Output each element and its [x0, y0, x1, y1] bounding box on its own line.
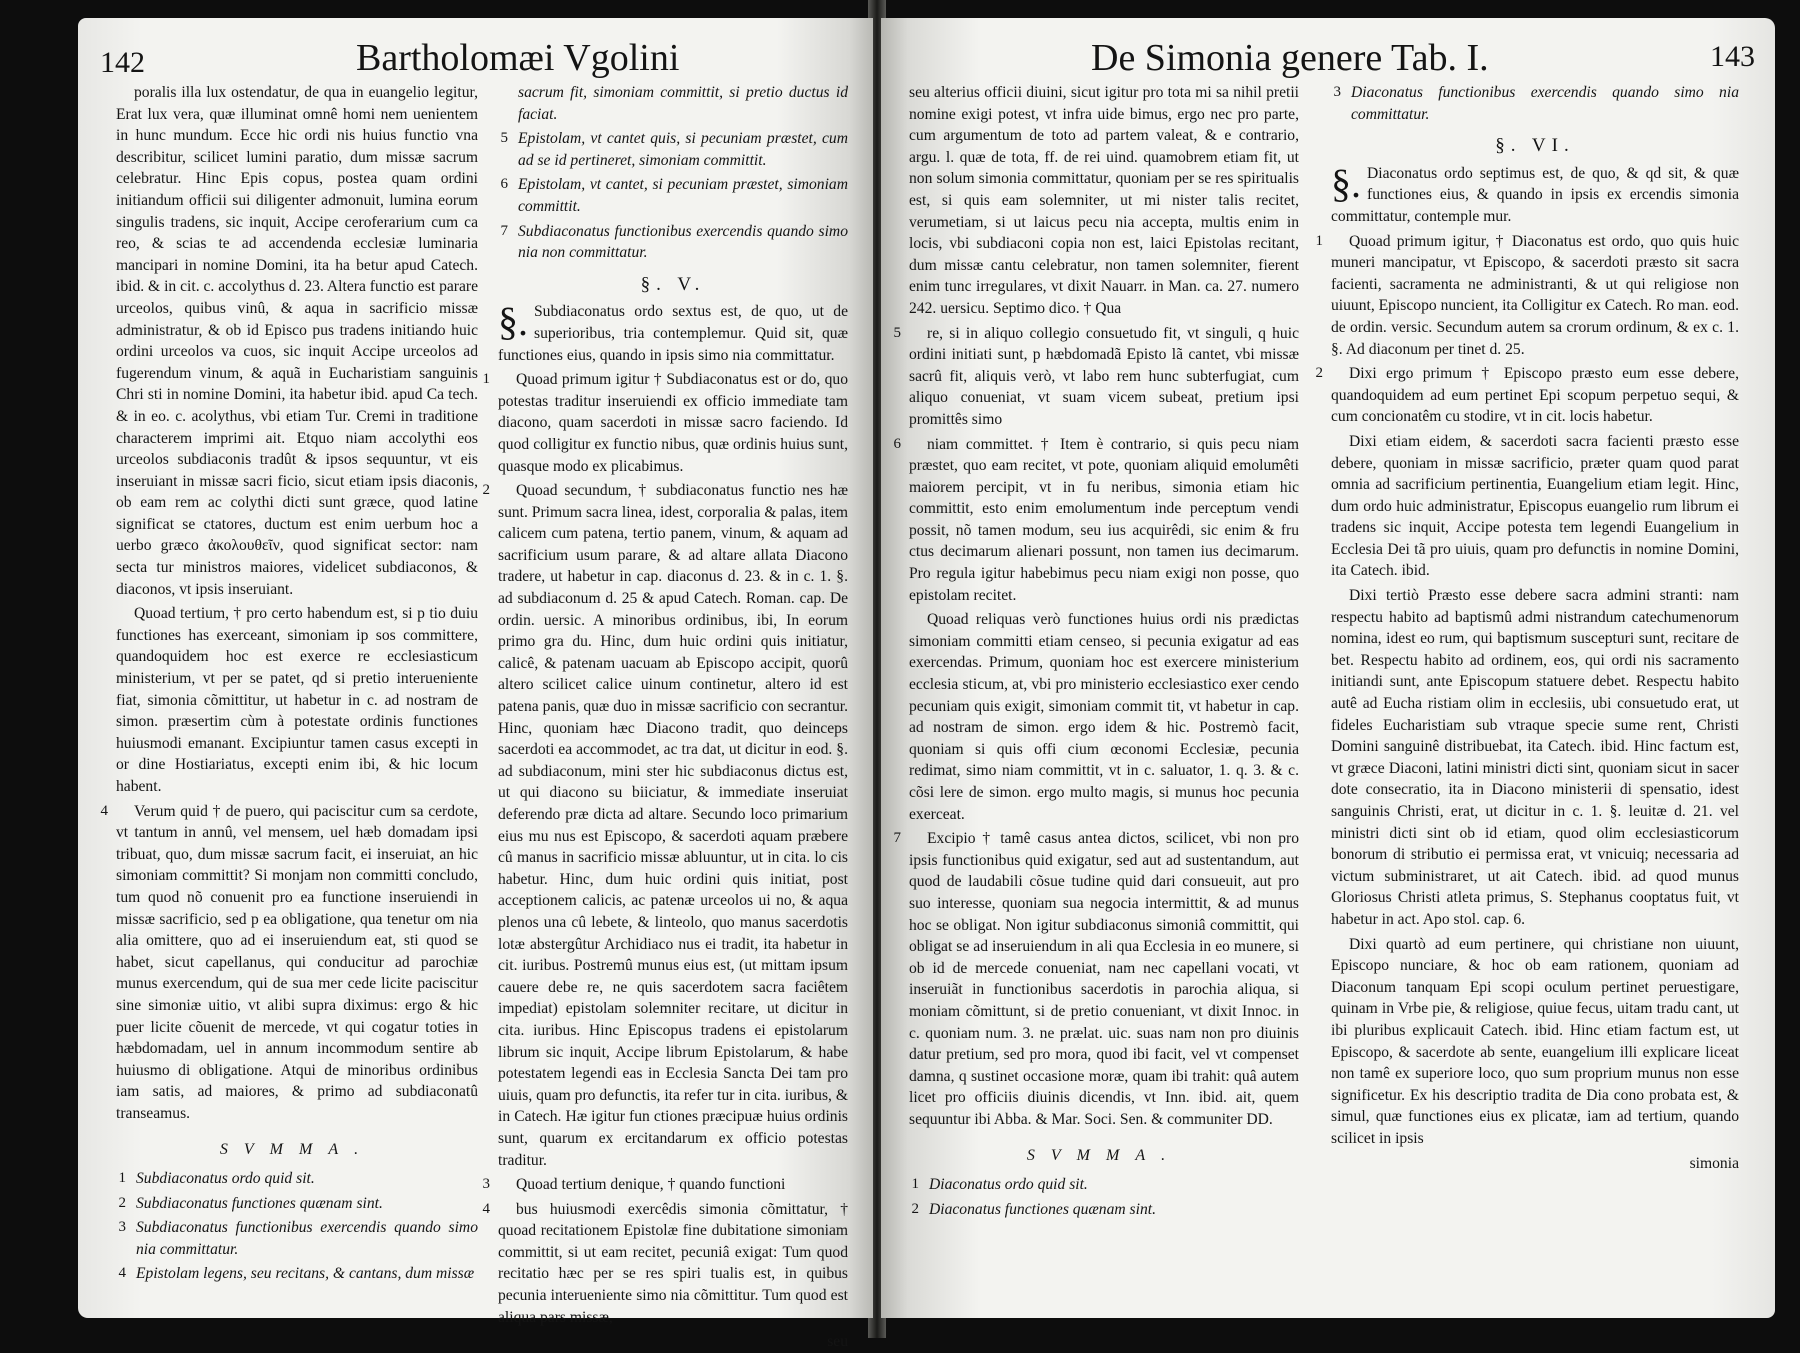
right-col-a-paragraphs [893, 82, 1299, 1131]
paragraph-text: seu alterius officii diuini, sicut igitur pro tota mi sa nihil pretii nomine exigi potest, vt infra uide bimus, ergo nec pro parte, cum argumentum de toto ad partem valeat, & e contrario, argu. l. quæ de tota, ff. de rei uind. quamobrem etiam fit, ut non solum simonia committatur, quoniam per se res spiritualis est, si quis eam solemniter, ut mi nister talis recitet, verumetiam, si ut laicus pecu nia accepta, multis enim in locis, vbi subdiaconi copia non est, laici Epistolas recitant, dum missæ cantu celebratur, non tamen solemniter, fierent enim tunc irregulares, vt dixit Nauarr. in Man. ca. 27. numero 242. uersicu. Septimo dico. † Qua [909, 84, 1299, 317]
left-folio: 142 [100, 46, 145, 79]
summa-item [498, 82, 848, 125]
summa-item [116, 1263, 478, 1285]
paragraph-text: Subdiaconatus ordo sextus est, de quo, ut de superioribus, tria contemplemur. Quid sit, quæ functiones eius, quando in ipsis simo nia committatur. [498, 303, 848, 364]
marginal-number: 4 [118, 1265, 126, 1282]
right-summa-heading: SVMMA. [1026, 1146, 1182, 1164]
paragraph-text: Quoad secundum, † subdiaconatus functio nes hæ sunt. Primum sacra linea, idest, corporalia & palas, item calicem cum patena, tertio panem, vinum, & aquam ad sacrificium usum parare, & ad altare allata Diacono tradere, ut habetur in cap. diaconus d. 23. & in c. 1. §. ad subdiaconum d. 25 & apud Catech. Roman. cap. De ordin. uersic. A minoribus ordinibus, ibi, In eorum primo gra du. Hinc, dum huic ordini quis initiatur, calicê, & patenam uacuam ab Episcopo accipit, quorû altero scilicet calice uinum continetur, altero id est patena panis, quæ duo in missæ sacrificio con secrantur. Hinc, quoniam hæc Diacono tradit, quo deinceps sacerdoti ea accommodet, ac tra dat, ut dicitur in eod. §. ad subdiaconum, mini ster hic subdiaconus dictus est, ut qui diacono su biiciatur, & immediate inseruiat deferendo præ dicta ad altare. Secundo loco primarium eius mu nus est Episcopo, & sacerdoti aquam præbere cû manus in sacrificio missæ abluuntur, ut in cita. lo cis habetur. Hinc, dum huic ordini quis initiat, post acceptionem calicis, ac patenæ urceolos ui no, & aqua plenos una cû lebete, & linteolo, quo manus sacerdotis lotæ abstergûtur Archidiaco nus ei tradit, ita habetur in cit. iuribus. Postremû munus eius est, (ut mittam ipsum cauere debe re, ne quis sacerdotem sacra faciêtem impediat) epistolam solemniter recitare, ut dicitur in cita. iuribus. Hinc Episcopus tradens ei epistolarum librum sic inquit, Accipe librum Epistolarum, & habe potestatem legendi eas in Ecclesia Sancta Dei tam pro uiuis, quam pro defunctis, ita refer tur in cita. iuribus, & in Catech. Hæ igitur fun ctiones præcipuæ huius ordinis sunt, quarum ex ercitandarum ex officio potestas traditur. [498, 482, 848, 1169]
right-summa-list [909, 1174, 1299, 1220]
summa-item [498, 221, 848, 264]
marginal-number: 1 [911, 1176, 919, 1193]
paragraph [1331, 585, 1739, 931]
left-catchword: seu [827, 1333, 848, 1351]
marginal-number: 3 [1333, 84, 1341, 100]
paragraph-text: Quoad tertium denique, † quando functioni [516, 1176, 786, 1194]
paragraph-text: Quoad tertium, † pro certo habendum est, si p tio duiu functiones has exerceant, simoniam ip sos committere, quandoquidem hoc est exerce re ecclesiasticum ministerium, vt per se patet, qd si pretio interueniente fiat, simonia cõmittitur, ut habetur in c. ad nostram de simon. præsertim cùm à potestate ordinis functiones huiusmodi emanant. Excipiuntur tamen casus excepti in or dine Hostiariatus, excepti enim ibi, & hic locum habent. [116, 605, 478, 795]
summa-text: Diaconatus functionibus exercendis quando simo nia committatur. [1351, 84, 1739, 123]
paragraph-text: Quoad primum igitur † Subdiaconatus est or do, quo potestas traditur inseruiendi ex officio immediate tam diacono, quam sacerdoti in missæ sacro faciendo. Id quod colligitur ex functio nibus, quæ ordinis huius sunt, quasque modo ex plicabimus. [498, 371, 848, 475]
marginal-number: 3 [482, 1176, 490, 1193]
paragraph-text: Diaconatus ordo septimus est, de quo, & qd sit, & quæ functiones eius, & quando in ipsis ex ercendis simonia committatur, contemple mur. [1331, 164, 1739, 225]
drop-cap: §. [498, 299, 528, 345]
marginal-number: 1 [118, 1170, 126, 1187]
marginal-number: 4 [100, 802, 108, 819]
paragraph [1331, 431, 1739, 582]
paragraph-text: bus huiusmodi exercêdis simonia cõmittatur, † quoad recitationem Epistolæ fine dubitatione simoniam committit, si ut eam recitet, pecuniâ exigat: Tum quod recitatio hæc per se res spiri tualis est, in quibus pecunia interueniente simo nia cõmittitur. Tum quod est aliqua pars missæ, [498, 1200, 848, 1326]
paragraph [482, 369, 848, 477]
marginal-number: 2 [118, 1194, 126, 1211]
drop-cap: §. [1331, 160, 1361, 206]
right-summa-continued [1331, 82, 1739, 125]
marginal-number: 5 [893, 324, 901, 341]
summa-text: Epistolam legens, seu recitans, & cantans, dum missæ [136, 1265, 475, 1283]
paragraph-text: Verum quid † de puero, qui paciscitur cum sa cerdote, vt tantum in annû, vel mensem, uel hæb domadam ipsi tribuat, quo, dum missæ sacrum facit, ei inseruiat, an hic simoniam committit? Si monjam non committi concludo, tum quod nõ conuenit pro ea functione inseruiendi in missæ sacrificio, sed p ea obligatione, qua tenetur om nia alia omittere, quo ad ei inseruiendum eat, sti quod se habet, sicut capellanus, qui conducitur ad parochiæ munus exercendum, qui de sua mer cede licite paciscitur sine simoniæ uitio, vt alibi supra diximus: ergo & hic puer licite cõuenit de mercede, vt qui cogatur toties in hæbdomadam, uel in annum incommodum sentire ab huiusmo di obligatione. Atqui de minoribus ordinibus iam satis, ad maiores, & primo ad subdiaconatû transeamus. [116, 802, 478, 1122]
left-column-a [100, 82, 479, 1288]
summa-text: Diaconatus functiones quænam sint. [929, 1200, 1156, 1218]
summa-text: Subdiaconatus ordo quid sit. [136, 1170, 315, 1188]
marginal-number: 2 [1315, 365, 1323, 382]
marginal-number: 7 [500, 222, 508, 239]
marginal-number: 2 [911, 1200, 919, 1217]
paragraph [909, 609, 1299, 825]
marginal-number: 6 [500, 176, 508, 193]
paragraph [498, 301, 848, 366]
left-summa-list [116, 1168, 478, 1285]
marginal-number: 5 [500, 130, 508, 147]
paragraph-text: poralis illa lux ostendatur, de qua in euangelio legitur, Erat lux vera, quæ illuminat omnê homi nem uenientem in hunc mundum. Ecce hic ordi nis huius functio vna describitur, scilicet lumini paratio, dum missæ sacrum celebratur. Hinc Epis copus, postea quam ordini initiandum officii sui diligenter admonuit, lumina eorum singulis tradens, sic inquit, Accipe ceroferarium cum ca reo, & scias te ad accendenda ecclesiæ luminaria mancipari in nomine Domini, ita ha betur apud Catech. ibid. & in cit. c. accolythus d. 23. Altera functio est parare urceolos, quibus vinû, & aqua in sacrificio missæ administratur, & ob id Episco pus tradens initiando huic ordini urceolos va cuos, sic inquit Accipe urceolos ad fugerendum vinum, & aquã in Eucharistiam sanguinis Chri sti in nomine Domini, ita habetur ibid. apud Ca tech. & in eo. c. acolythus, vbi etiam Tur. Cremi in traditione characterem imprimi ait. Etquo niam accolythi eos urceolos subdiaconis tradût & ipsos sequuntur, vt eis inseruiant in missæ sacri ficio, sicut etiam ipsis diaconis, ob eam rem ac colythi dicti sunt græce, quod latine significat se ctatores, ductum est enim uerbum hoc a uerbo græco ἀκολουθεῖν, quod significat sector: nam secta tur ministros maiores, videlicet subdiaconos, & diaconos, vt ipsis inseruiant. [116, 84, 479, 598]
summa-item [116, 1217, 478, 1260]
paragraph [1315, 231, 1739, 361]
marginal-number: 1 [482, 371, 490, 388]
paragraph [893, 434, 1299, 607]
paragraph [100, 801, 478, 1125]
summa-item [909, 1174, 1299, 1196]
summa-item [909, 1199, 1299, 1221]
paragraph-text: Dixi quartò ad eum pertinere, qui christiane non uiuunt, Episcopo nunciare, & hoc ob eam rationem, quoniam ad Diaconum tanquam Epi scopi oculum pertinet peruestigare, quinam in Vrbe pie, & religiose, quiue fecus, uitam tradu cant, ut ibi pluribus explicauit Catech. ibid. Hinc etiam factum est, ut Episcopo, & sacerdote ab sente, euangelium illi explicare liceat non tamê ex superiore loco, quo sum proprium munus non esse significetur. Ex his descriptio tradita de Dia cono probata est, & simul, quæ functiones eius ex plicatæ, iam ad tertium, quando scilicet in ipsis [1331, 935, 1739, 1147]
paragraph [1331, 934, 1739, 1150]
paragraph [482, 480, 848, 1171]
left-col-a-paragraphs [100, 82, 479, 1125]
summa-text: Diaconatus ordo quid sit. [929, 1176, 1088, 1194]
summa-item [116, 1168, 478, 1190]
paragraph-text: Quoad primum igitur, † Diaconatus est ordo, quo quis huic muneri mancipatur, vt Episcopo, & sacerdoti præsto sit sacra facienti, sacramenta ne administranti, & ut qui religiose non uiuunt, Episcopo nuncient, ita Colligitur ex Catech. Ro man. eod. de ordin. versic. Secundum autem sa crorum ordinum, & ex c. 1. §. Ad diaconum per tinet d. 25. [1331, 232, 1739, 358]
summa-text: Epistolam, vt cantet quis, si pecuniam præstet, cum ad se id pertineret, simoniam committit. [518, 130, 848, 169]
right-folio: 143 [1710, 40, 1755, 73]
paragraph-text: re, si in aliquo collegio consuetudo fit, vt singuli, q huic ordini initiati sunt, p hæbdomadã Episto lã cantet, vbi missæ sacrû fit, aliquis verò, vt labo rem hunc subterfugiat, cum aliquo conueniat, vt suam vicem subeat, pretium ipsi promittês simo [909, 324, 1299, 428]
paragraph-text: Dixi ergo primum † Episcopo præsto eum esse debere, quandoquidem ad eum pertinet Epi scopum perpetuo sequi, & cum concionatêm cu stodire, vt in cit. locis habetur. [1331, 365, 1739, 426]
paragraph [1331, 160, 1739, 228]
left-summa-heading: SVMMA. [219, 1140, 375, 1158]
left-col-b-paragraphs [482, 299, 848, 1328]
marginal-number: 3 [118, 1219, 126, 1236]
paragraph-text: Dixi tertiò Præsto esse debere sacra admini stranti: nam respectu habito ad baptismû admi nistrandum catechumenorum nomina, idest eo rum, qui baptismum suscepturi sunt, recitare de bet. Respectu habito ad ordinem, eos, qui ordi nis sacramento initiandi sunt, ante Episcopum statuere debet. Respectu habito autê ad Eucha ristiam olim in ecclesiis, ubi consuetudo erat, ut fideles Eucharistiam sub vtraque specie sume rent, Christi Domini sanguinê distribuebat, ita Catech. ibid. Hinc factum est, vt græce Diaconi, latini ministri dicti sint, quoniam sicut in sacer dote consecratio, ita in Diacono ministerii di spensatio, idest sanguinis Christi, erat, ut dicitur in c. 1. §. leuitæ d. 21. vel ministri dicti sint ob id etiam, quod olim ecclesiasticorum bonorum di stributio ei permissa erat, vt vnicuiq; necessaria ad victum subministraret, ut ait Catech. ibid. ad quod munus Gloriosus Christi atleta primus, S. Stephanus cooptatus fuit, vt habetur in act. Apo stol. cap. 6. [1331, 587, 1739, 928]
paragraph [116, 82, 478, 600]
paragraph [1315, 363, 1739, 428]
paragraph-text: niam committet. † Item è contrario, si quis pecu niam præstet, quo eam recitet, vt pote, quoniam aliquid emolumêti maiorem percipit, vt in fu neribus, simonia etiam hic committit, esto enim emolumentum inde perceptum vendi possit, nõ tamen modum, seu ius acquirêdi, sic enim & fru ctus decimarum alienari possunt, non tamen ius decimarum. Pro regula igitur habebimus pecu niam exigi non posse, quo epistolam recitet. [909, 435, 1299, 604]
summa-item [498, 128, 848, 171]
right-page [881, 18, 1775, 1318]
marginal-number: 7 [893, 830, 901, 847]
summa-text: Subdiaconatus functiones quænam sint. [136, 1194, 383, 1212]
left-summa-continued [498, 82, 848, 264]
left-column-b [482, 82, 848, 1353]
right-catchword: simonia [1689, 1154, 1739, 1172]
section-heading-v: §. V. [640, 273, 706, 295]
paragraph-text: Dixi etiam eidem, & sacerdoti sacra facienti præsto esse debere, quoniam in missæ sacrificio, præter quam quod parat omnia ad sacrificium pertinentia, Euangelium etiam legit. Hinc, dum ordo huic administratur, Episcopus euangelio rum librum ei tradens sic inquit, Accipe potesta tem legendi Euangelium in Ecclesia Dei tã pro uiuis, quam pro defunctis in nomine Domini, ita Catech. ibid. [1331, 432, 1739, 580]
right-column-b [1315, 82, 1739, 1174]
summa-item [1331, 82, 1739, 125]
marginal-number: 1 [1315, 232, 1323, 249]
left-running-head: Bartholomæi Vgolini [356, 37, 680, 79]
left-page [78, 18, 873, 1351]
summa-item [116, 1193, 478, 1215]
paragraph [909, 82, 1299, 320]
right-running-head: De Simonia genere Tab. I. [1091, 37, 1489, 79]
summa-item [498, 174, 848, 217]
paragraph [482, 1199, 848, 1329]
right-col-b-paragraphs [1315, 160, 1739, 1150]
summa-text: Subdiaconatus functionibus exercendis quando simo nia committatur. [136, 1219, 478, 1258]
marginal-number: 4 [482, 1200, 490, 1217]
paragraph [482, 1174, 848, 1196]
right-column-a [893, 82, 1299, 1223]
paragraph [893, 828, 1299, 1130]
summa-text: Subdiaconatus functionibus exercendis quando simo nia non committatur. [518, 222, 848, 262]
section-heading-vi: §. VI. [1495, 135, 1575, 157]
paragraph-text: Quoad reliquas verò functiones huius ordi nis prædictas simoniam committi etiam censeo, si pecunia exigatur ad eas exercendas. Primum, quoniam hoc est exercere ministerium ecclesia sticum, at, vbi pro ministerio ecclesiastico exer cendo pecuniam quis exigit, simoniam commit tit, vt habetur in cap. ad nostram de simon. ergo idem & hic. Postremò facit, quoniam si quis offi cium œconomi Ecclesiæ, pecunia redimat, simo niam committit, vt in c. saluator, 1. q. 3. & c. cõsi lere de simon. ergo multo magis, si munus hoc pecunia exerceat. [909, 611, 1299, 823]
marginal-number: 6 [893, 435, 901, 452]
marginal-number: 2 [482, 482, 490, 499]
summa-text: sacrum fit, simoniam committit, si pretio ductus id faciat. [518, 84, 848, 123]
summa-text: Epistolam, vt cantet, si pecuniam præstet, simoniam committit. [518, 176, 848, 215]
paragraph-text: Excipio † tamê casus antea dictos, scilicet, vbi non pro ipsis functionibus quid exigatur, sed aut ad sustentandum, aut quod de laudabili cõsue tudine quid dari consueuit, aut pro suo interesse, quoniam sua negocia intermittit, & ad munus hoc se obligat. Non igitur subdiaconus simoniâ committit, qui obligat se ad inseruiendum in ali qua Ecclesia in eo munere, si ob id de mercede conueniat, nam nec capellani vocati, vt inseruiãt in functionibus sacerdotis in parochia aliqua, si moniam cõmittunt, si de pretio conueniant, vt dixit Innoc. in c. quoniam num. 3. ne prælat. uic. suas nam non pro diuinis datur pretium, sed pro mora, quod ibi facit, vel vt compenset damna, q sustinet occasione moræ, quam ibi trahit: quâ autem licet pro officiis diuinis dicendis, vt Inn. ibid. ait, quem sequuntur ibi Abba. & Mar. Soci. Sen. & communiter DD. [909, 830, 1299, 1128]
paragraph [116, 603, 478, 797]
paragraph [893, 323, 1299, 431]
